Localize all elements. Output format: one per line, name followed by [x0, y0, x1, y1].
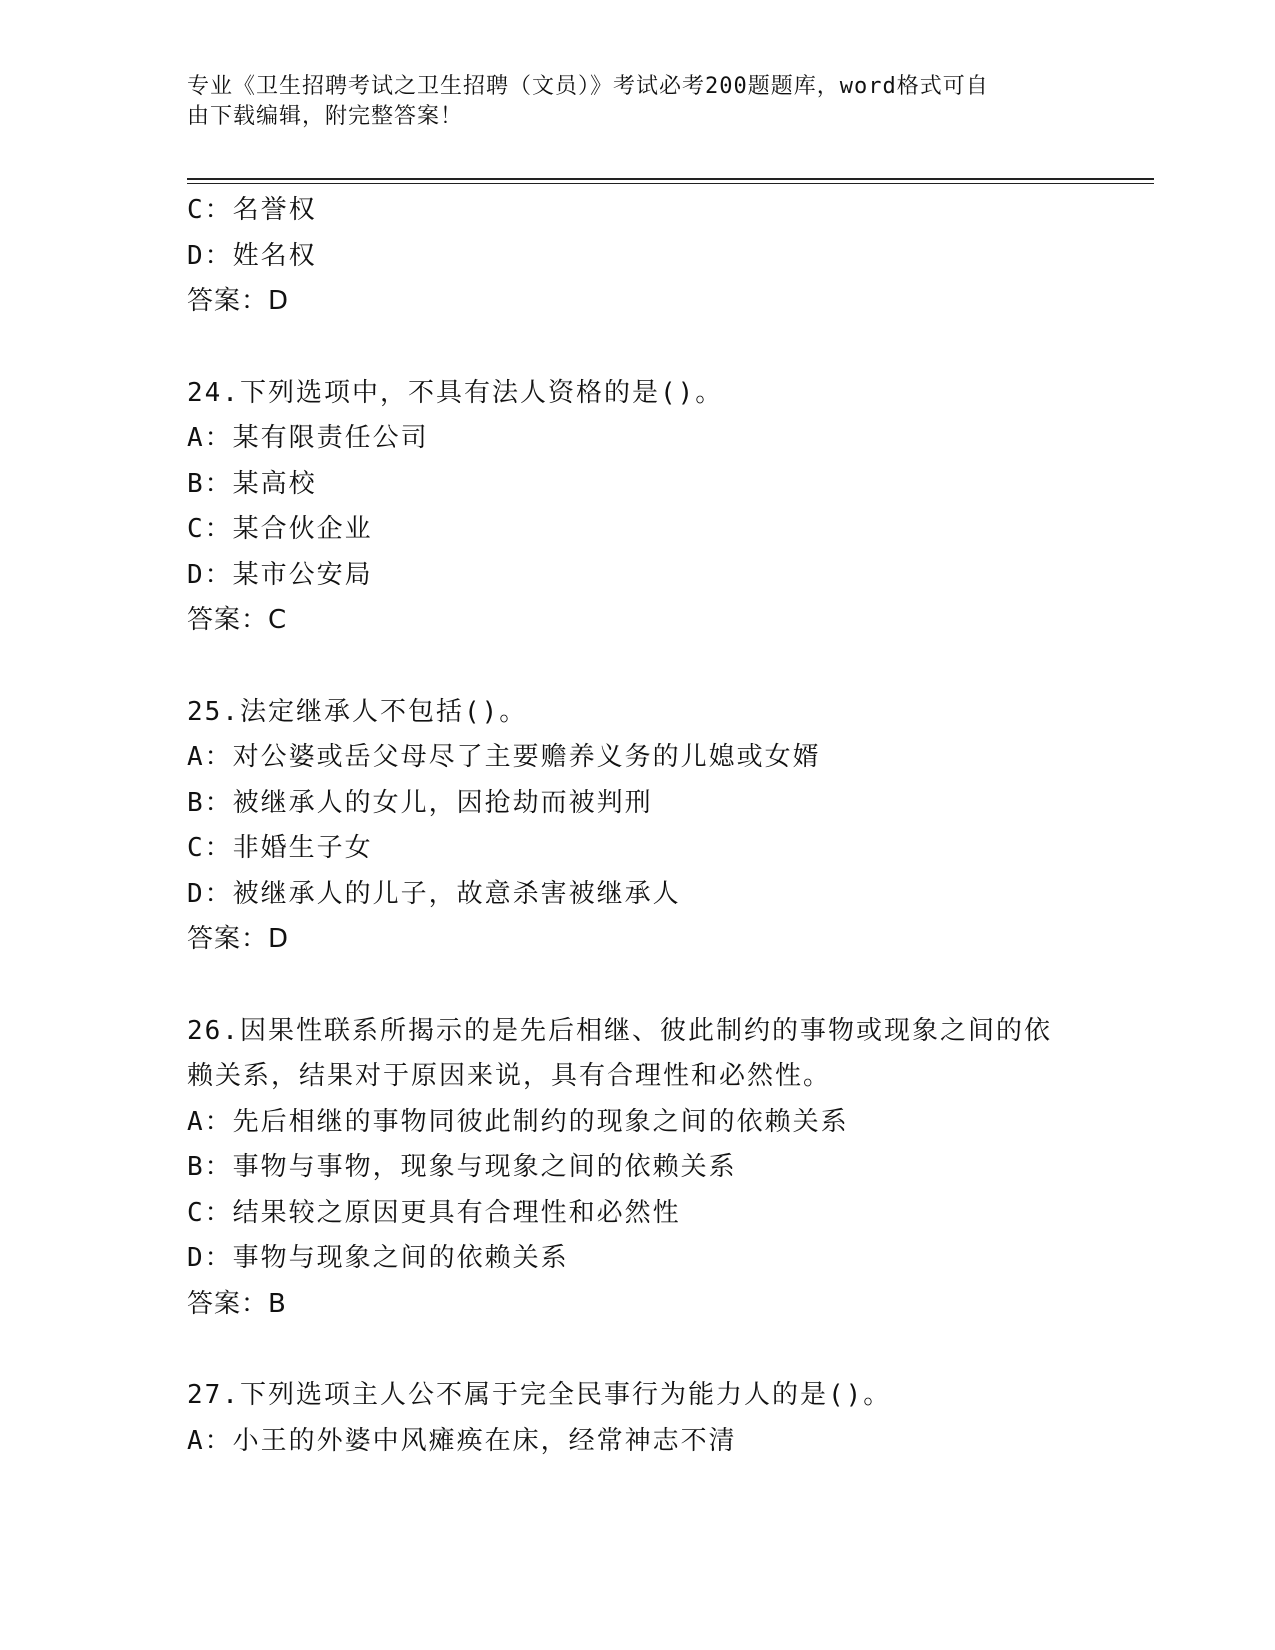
header-line-2: 由下载编辑，附完整答案！ — [187, 104, 464, 129]
question-stem: 24.下列选项中，不具有法人资格的是()。 — [187, 377, 724, 408]
option-b: B：事物与事物，现象与现象之间的依赖关系 — [187, 1152, 737, 1182]
question-27 — [187, 1373, 1087, 1464]
question-stem: 26.因果性联系所揭示的是先后相继、彼此制约的事物或现象之间的依赖关系，结果对于原因来说，具有合理性和必然性。 — [187, 1015, 1052, 1091]
answer-line: 答案：B — [187, 1288, 287, 1319]
question-stem: 25.法定继承人不包括()。 — [187, 696, 528, 727]
question-list — [187, 188, 1087, 1464]
option-c: C：非婚生子女 — [187, 833, 373, 863]
question-25 — [187, 690, 1087, 963]
question-stem: 27.下列选项主人公不属于完全民事行为能力人的是()。 — [187, 1380, 892, 1410]
option-a: A：对公婆或岳父母尽了主要赡养义务的儿媳或女婿 — [187, 742, 821, 772]
document-header — [187, 72, 1077, 132]
header-line-1: 专业《卫生招聘考试之卫生招聘（文员）》考试必考200题题库，word格式可自 — [187, 74, 989, 99]
option-d: D：姓名权 — [187, 240, 317, 271]
option-c: C：结果较之原因更具有合理性和必然性 — [187, 1197, 681, 1228]
option-a: A：先后相继的事物同彼此制约的现象之间的依赖关系 — [187, 1106, 849, 1137]
question-24 — [187, 371, 1087, 644]
answer-line: 答案：C — [187, 605, 288, 635]
option-b: B：被继承人的女儿，因抢劫而被判刑 — [187, 787, 653, 818]
answer-line: 答案：D — [187, 924, 290, 954]
option-d: D：被继承人的儿子，故意杀害被继承人 — [187, 878, 681, 909]
question-23 — [187, 188, 1087, 325]
header-divider — [187, 178, 1154, 180]
option-c: C：某合伙企业 — [187, 514, 373, 544]
option-a: A：某有限责任公司 — [187, 423, 429, 453]
option-a: A：小王的外婆中风瘫痪在床，经常神志不清 — [187, 1425, 737, 1456]
option-d: D：某市公安局 — [187, 559, 373, 590]
header-divider-thin — [187, 183, 1154, 184]
answer-line: 答案：D — [187, 286, 290, 316]
option-d: D：事物与现象之间的依赖关系 — [187, 1243, 569, 1273]
question-26 — [187, 1009, 1087, 1328]
option-c: C：名誉权 — [187, 195, 317, 225]
option-b: B：某高校 — [187, 468, 317, 499]
